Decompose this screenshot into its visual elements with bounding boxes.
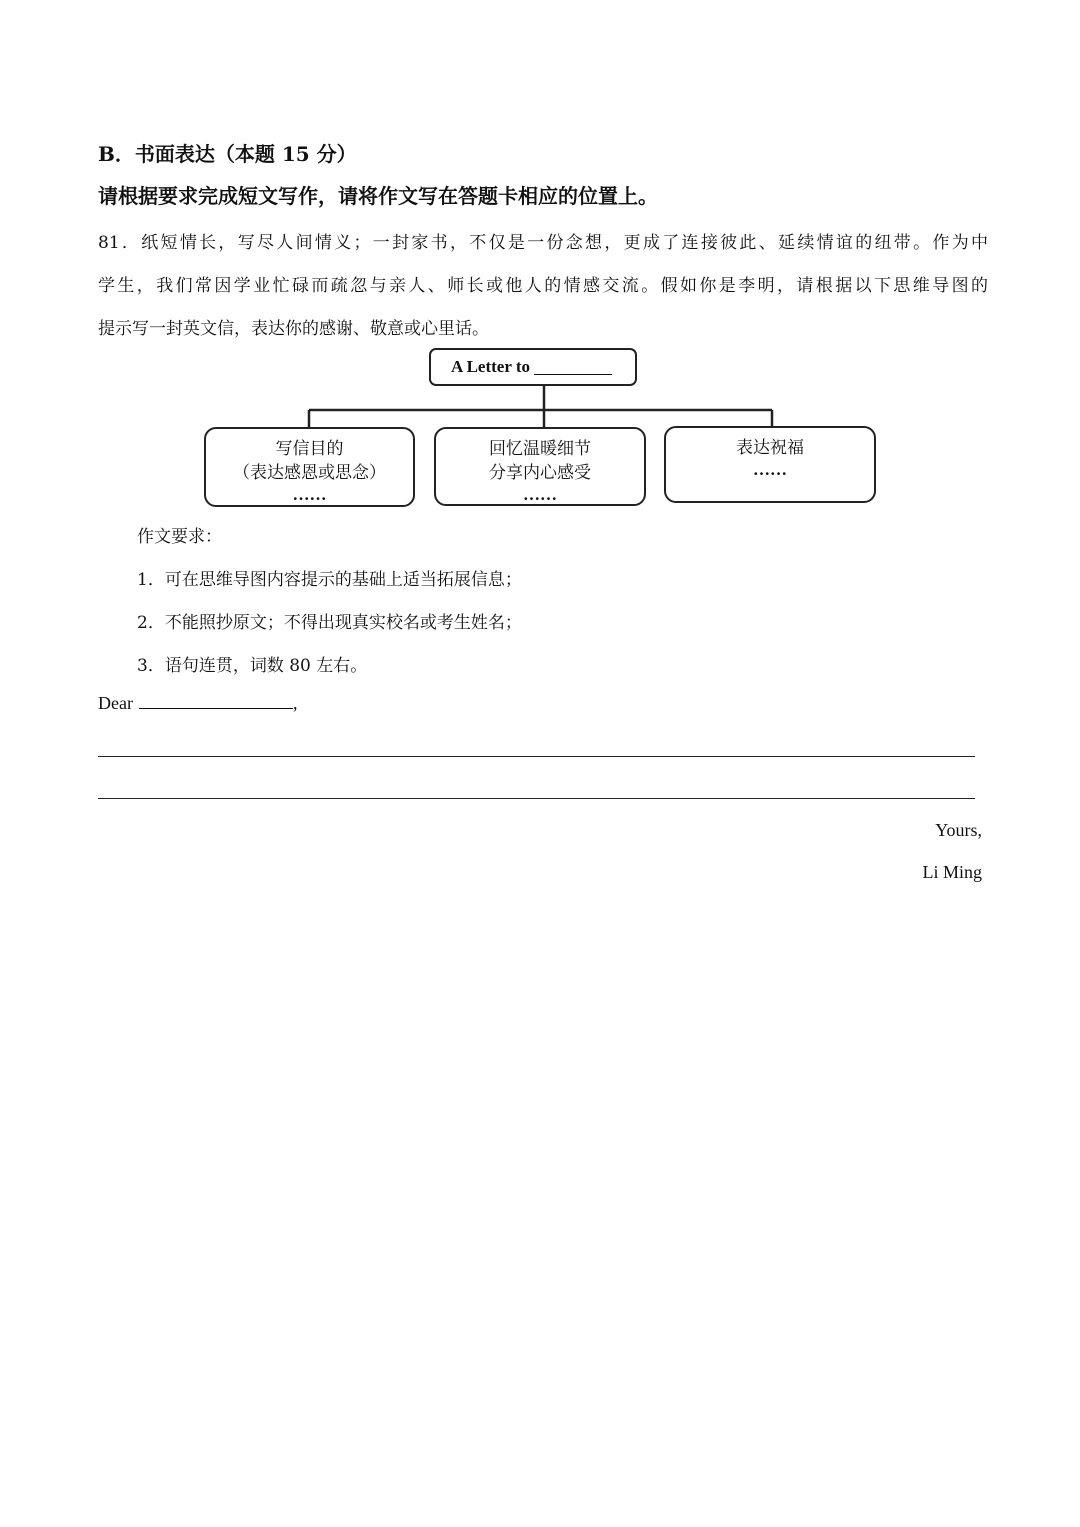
branch-ellipsis: …… xyxy=(753,460,787,479)
letter-salutation xyxy=(98,693,297,714)
writing-line[interactable] xyxy=(98,756,975,757)
section-title: B．书面表达（本题 15 分） xyxy=(98,142,357,166)
mindmap-root xyxy=(429,348,637,386)
branch-line: 表达祝福 xyxy=(736,438,804,458)
letter-signature: Li Ming xyxy=(922,862,982,882)
question-line: 学生，我们常因学业忙碌而疏忽与亲人、师长或他人的情感交流。假如你是李明，请根据以下思维导图的 xyxy=(98,276,988,296)
question-line: 提示写一封英文信，表达你的感谢、敬意或心里话。 xyxy=(98,319,489,339)
branch-ellipsis: …… xyxy=(292,485,327,504)
branch-line: 回忆温暖细节 xyxy=(489,439,591,459)
salutation-text: Dear xyxy=(98,693,133,713)
requirement-item: 3．语句连贯，词数 80 左右。 xyxy=(137,656,368,676)
requirement-item: 1．可在思维导图内容提示的基础上适当拓展信息； xyxy=(137,570,522,590)
letter-closing: Yours, xyxy=(935,820,982,840)
requirements-title: 作文要求： xyxy=(137,527,222,547)
requirement-item: 2．不能照抄原文；不得出现真实校名或考生姓名； xyxy=(137,613,522,633)
mindmap-root-label: A Letter to xyxy=(451,357,530,376)
instruction-text: 请根据要求完成短文写作，请将作文写在答题卡相应的位置上。 xyxy=(98,184,658,208)
question-line: 81．纸短情长，写尽人间情义；一封家书，不仅是一份念想，更成了连接彼此、延续情谊的纽带。作为中 xyxy=(98,233,988,253)
mindmap-branch-purpose xyxy=(204,427,415,507)
branch-line: 分享内心感受 xyxy=(489,463,591,483)
salutation-comma: , xyxy=(292,693,298,713)
branch-line: 写信目的 xyxy=(275,439,344,459)
writing-line[interactable] xyxy=(98,798,975,799)
branch-ellipsis: …… xyxy=(523,485,557,504)
mindmap-branch-memories xyxy=(434,427,646,506)
mindmap-root-blank xyxy=(534,360,612,375)
branch-line: （表达感恩或思念） xyxy=(233,463,386,483)
salutation-blank xyxy=(139,694,293,709)
mindmap-branch-wishes xyxy=(664,426,876,503)
